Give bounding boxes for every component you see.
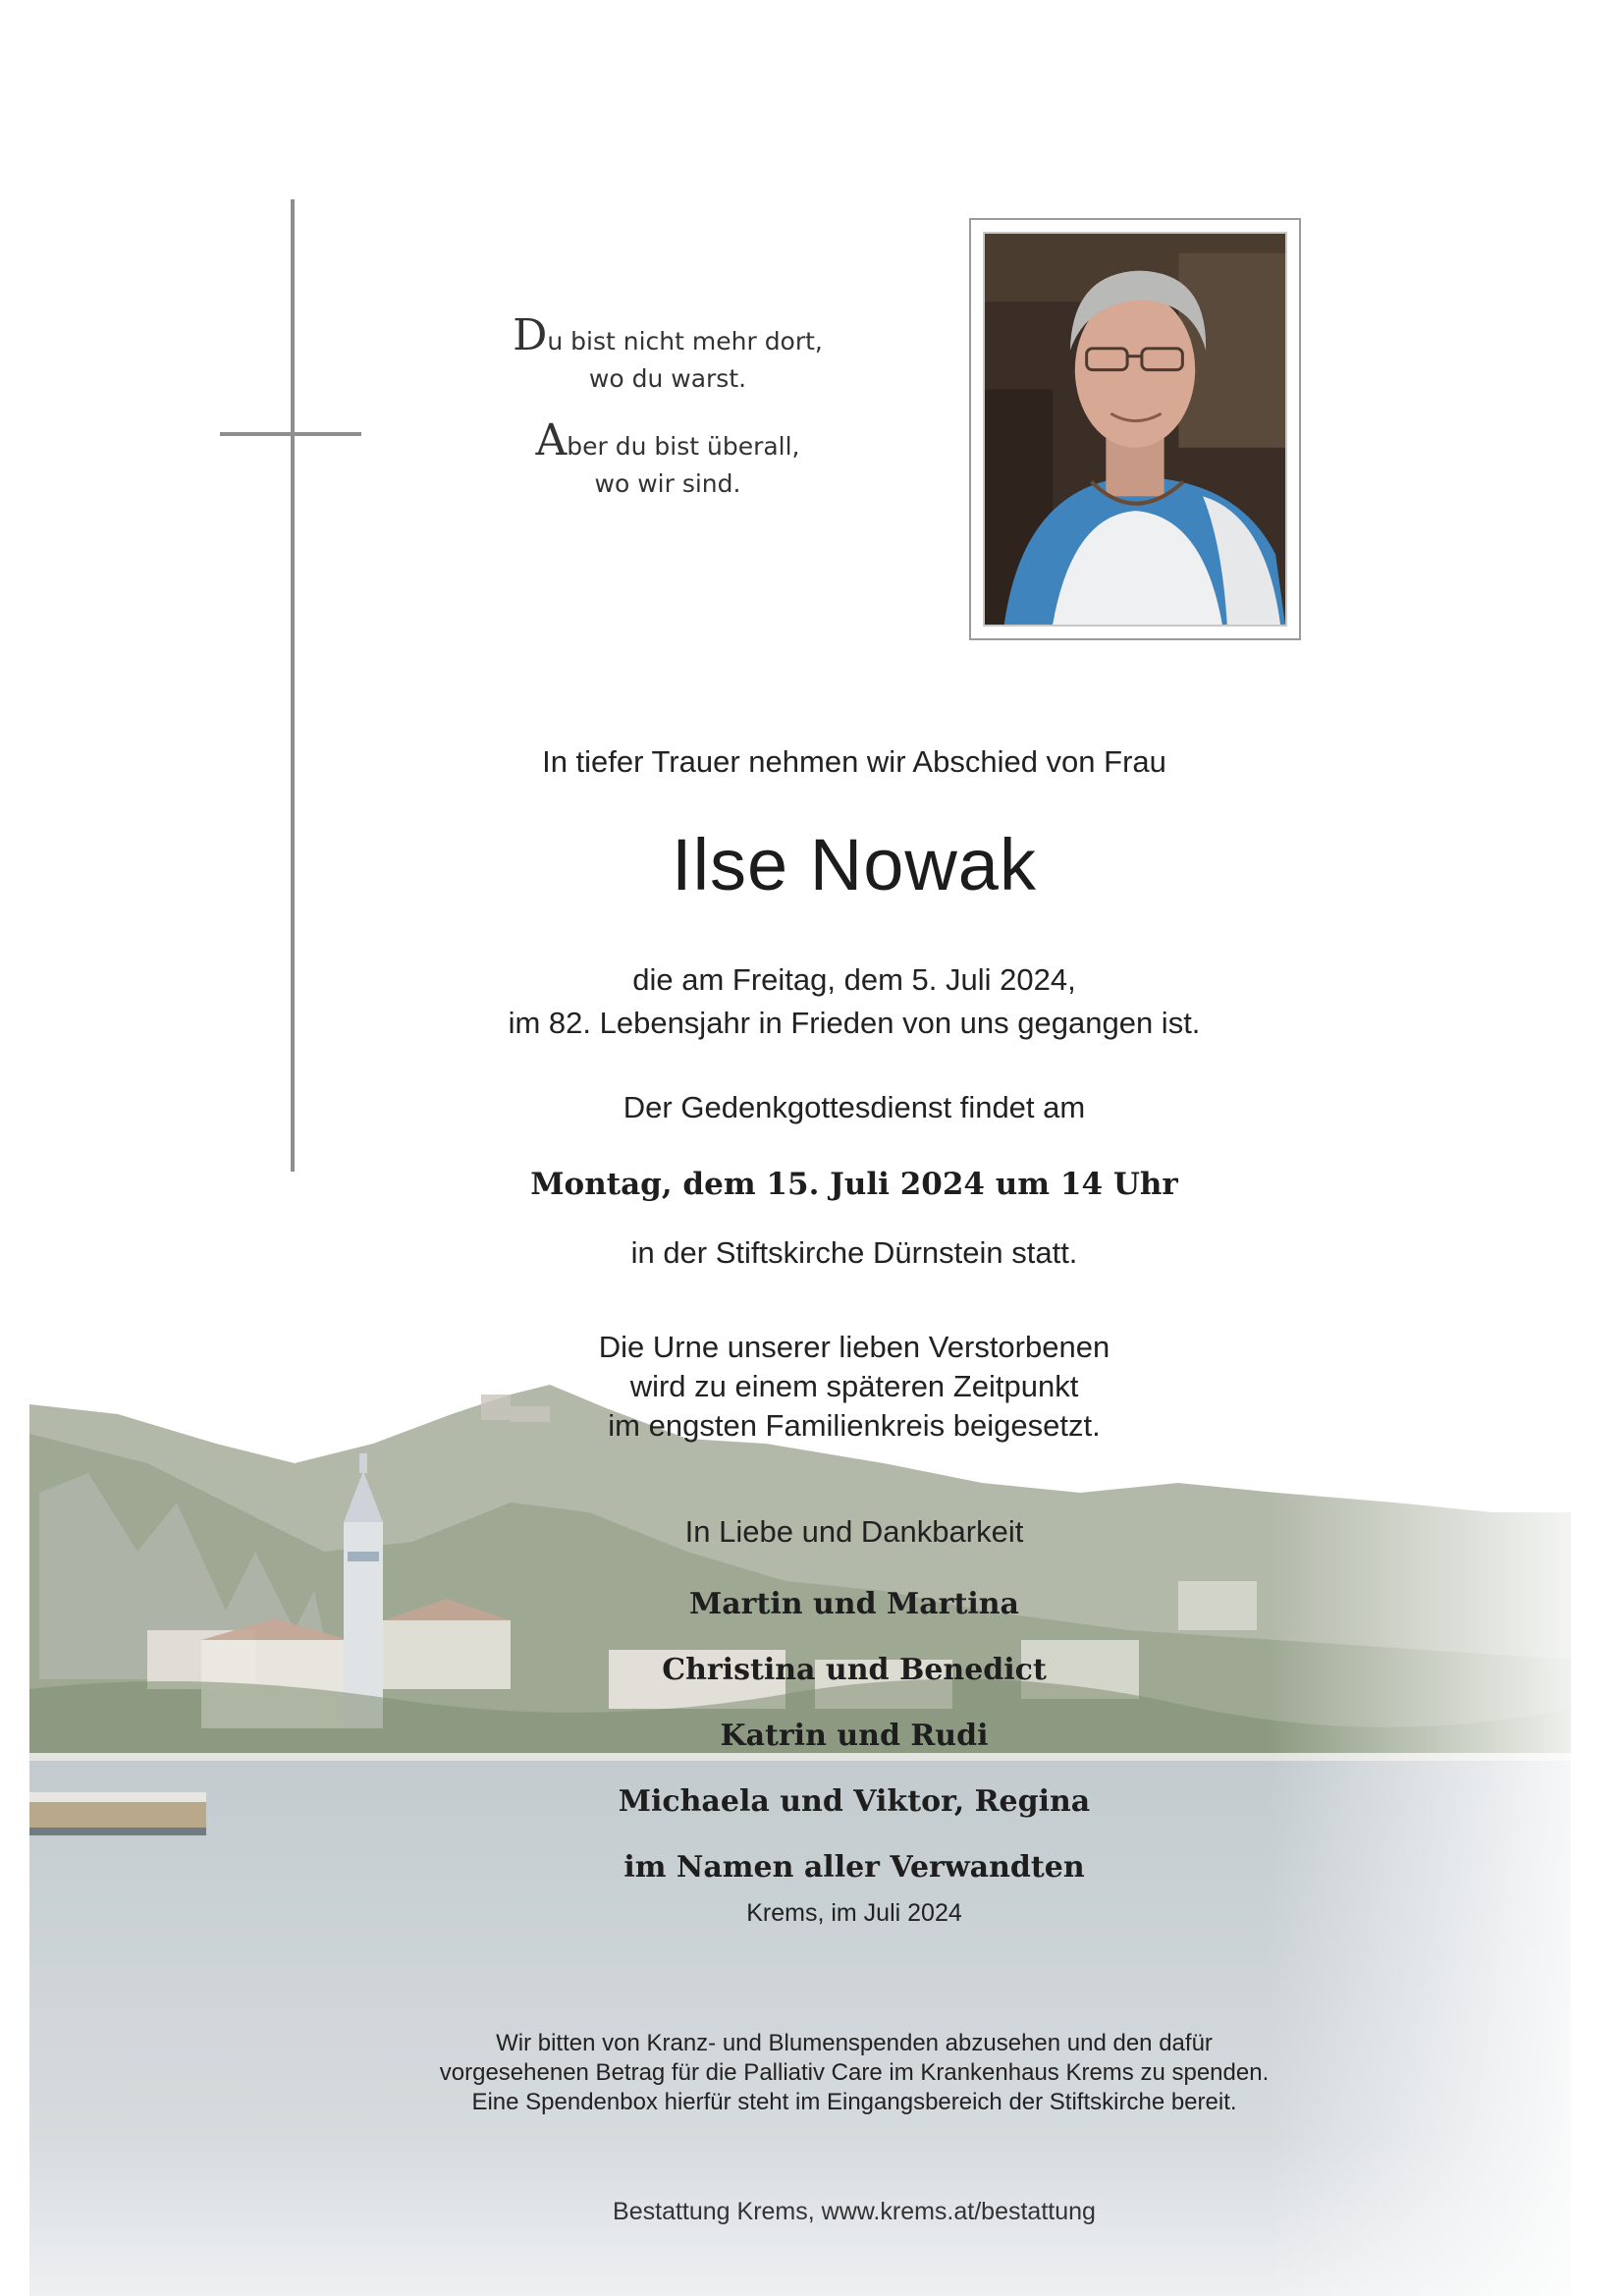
urn-line: im engsten Familienkreis beigesetzt. bbox=[608, 1408, 1101, 1443]
service-date: Montag, dem 15. Juli 2024 um 14 Uhr bbox=[530, 1167, 1178, 1202]
verse-line bbox=[461, 465, 874, 503]
verse-initial: A bbox=[535, 415, 568, 465]
verse-text: wo wir sind. bbox=[594, 469, 741, 498]
mourner-entry: Christina und Benedict bbox=[662, 1653, 1047, 1687]
verse-spacer bbox=[461, 398, 874, 419]
request-line: Wir bitten von Kranz- und Blumenspenden abzusehen und den dafür bbox=[496, 2030, 1213, 2056]
cross-vertical-bar bbox=[291, 199, 295, 1172]
place-date: Krems, im Juli 2024 bbox=[746, 1899, 962, 1927]
announcement-intro: In tiefer Trauer nehmen wir Abschied von Frau bbox=[542, 744, 1166, 779]
verse-line bbox=[461, 360, 874, 398]
donation-request bbox=[324, 2029, 1384, 2117]
urn-notice bbox=[324, 1328, 1384, 1446]
portrait-photo bbox=[983, 232, 1287, 627]
farewell-line: In Liebe und Dankbarkeit bbox=[684, 1514, 1024, 1549]
verse-initial: D bbox=[513, 310, 548, 360]
verse-text: wo du warst. bbox=[588, 364, 747, 393]
verse-line bbox=[461, 310, 874, 360]
mourner-entry: im Namen aller Verwandten bbox=[623, 1850, 1085, 1885]
verse-text: u bist nicht mehr dort, bbox=[547, 327, 823, 355]
cross-horizontal-bar bbox=[220, 432, 361, 436]
service-intro: Der Gedenkgottesdienst findet am bbox=[623, 1090, 1086, 1124]
service-place: in der Stiftskirche Dürnstein statt. bbox=[630, 1235, 1078, 1270]
portrait-frame bbox=[969, 218, 1301, 640]
urn-line: wird zu einem späteren Zeitpunkt bbox=[629, 1369, 1079, 1403]
mourners-list bbox=[324, 1571, 1384, 1900]
death-line: die am Freitag, dem 5. Juli 2024, bbox=[632, 962, 1076, 997]
death-details bbox=[324, 958, 1384, 1045]
death-line: im 82. Lebensjahr in Frieden von uns gegangen ist. bbox=[508, 1006, 1201, 1040]
request-line: Eine Spendenbox hierfür steht im Eingangsbereich der Stiftskirche bereit. bbox=[471, 2089, 1237, 2115]
funeral-home-footer: Bestattung Krems, www.krems.at/bestattung bbox=[613, 2198, 1096, 2225]
urn-line: Die Urne unserer lieben Verstorbenen bbox=[598, 1330, 1110, 1364]
verse bbox=[461, 310, 874, 503]
verse-text: ber du bist überall, bbox=[567, 432, 800, 461]
verse-line bbox=[461, 415, 874, 465]
mourner-entry: Michaela und Viktor, Regina bbox=[618, 1784, 1091, 1819]
deceased-name: Ilse Nowak bbox=[672, 824, 1037, 905]
mourner-entry: Martin und Martina bbox=[689, 1587, 1019, 1621]
mourner-entry: Katrin und Rudi bbox=[720, 1719, 989, 1753]
request-line: vorgesehenen Betrag für die Palliativ Care im Krankenhaus Krems zu spenden. bbox=[439, 2059, 1270, 2086]
